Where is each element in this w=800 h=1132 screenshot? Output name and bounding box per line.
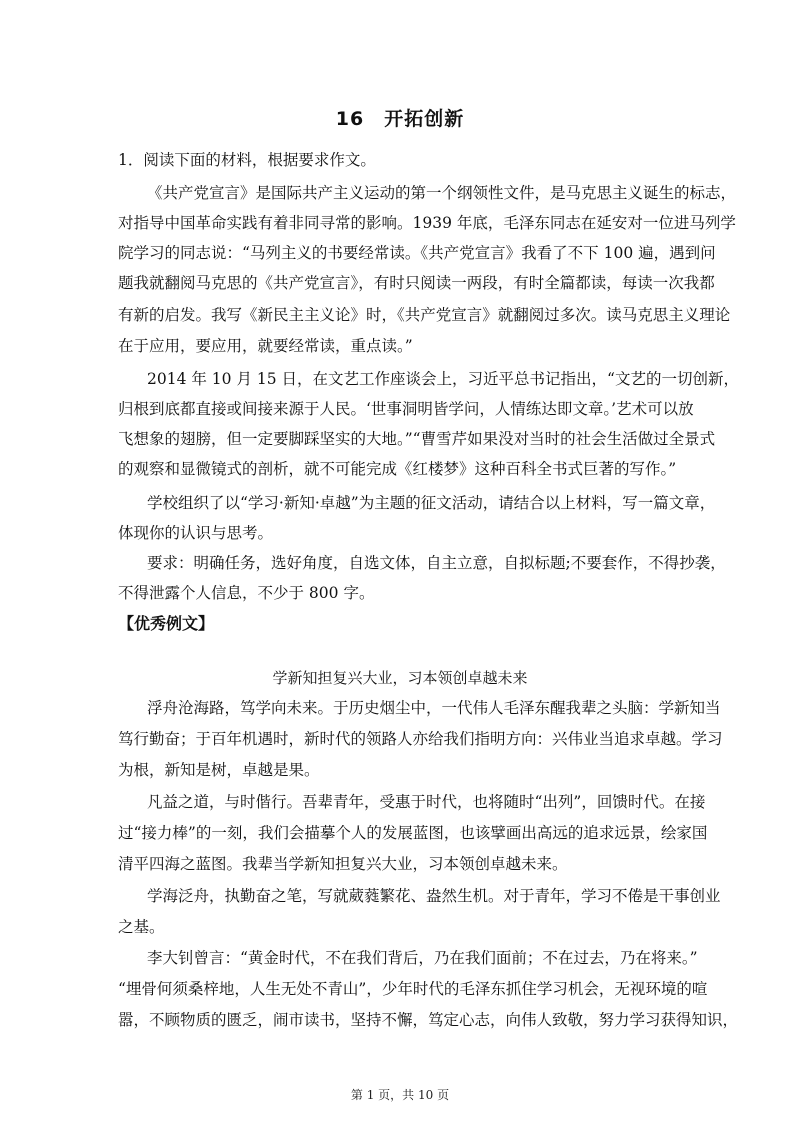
question-para3-line: 体现你的认识与思考。 bbox=[118, 524, 274, 542]
essay-para4-line: 李大钊曾言：“黄金时代，不在我们背后，乃在我们面前；不在过去，乃在将来。” bbox=[147, 949, 698, 967]
question-para1-line: 有新的启发。我写《新民主主义论》时，《共产党宣言》就翻阅过多次。读马克思主义理论 bbox=[118, 306, 731, 324]
question-para1-line: 在于应用，要应用，就要经常读，重点读。” bbox=[118, 337, 413, 355]
essay-para2-line: 过“接力棒”的一刻，我们会描摹个人的发展蓝图，也该擘画出高远的追求远景，绘家国 bbox=[118, 824, 708, 842]
question-para1-line: 院学习的同志说：“马列主义的书要经常读。《共产党宣言》我看了不下 100 遍，遇到问 bbox=[118, 244, 716, 262]
question-para4-line: 不得泄露个人信息，不少于 800 字。 bbox=[118, 584, 375, 602]
essay-title: 学新知担复兴大业，习本领创卓越未来 bbox=[272, 669, 528, 687]
section-heading: 【优秀例文】 bbox=[118, 614, 215, 633]
question-para2-line: 的观察和显微镜式的剖析，就不可能完成《红楼梦》这种百科全书式巨著的写作。” bbox=[118, 460, 677, 478]
page-title: 16 开拓创新 bbox=[335, 108, 465, 130]
question-para2-line: 飞想象的翅膀，但一定要脚踩坚实的大地。”“曹雪芹如果没对当时的社会生活做过全景式 bbox=[118, 430, 716, 448]
question-para1-line: 《共产党宣言》是国际共产主义运动的第一个纲领性文件，是马克思主义诞生的标志， bbox=[147, 184, 737, 202]
question-para1-line: 题我就翻阅马克思的《共产党宣言》，有时只阅读一两段，有时全篇都读，每读一次我都 bbox=[118, 274, 715, 292]
essay-para3-line: 之基。 bbox=[118, 918, 165, 936]
page-footer: 第 1 页，共 10 页 bbox=[350, 1088, 450, 1102]
question-para1-line: 对指导中国革命实践有着非同寻常的影响。1939 年底，毛泽东同志在延安对一位进马列学 bbox=[118, 214, 736, 232]
essay-para1-line: 笃行勤奋；于百年机遇时，新时代的领路人亦给我们指明方向：兴伟业当追求卓越。学习 bbox=[118, 730, 723, 748]
question-prompt: 1．阅读下面的材料，根据要求作文。 bbox=[118, 151, 376, 169]
question-para3-line: 学校组织了以“学习·新知·卓越”为主题的征文活动，请结合以上材料，写一篇文章， bbox=[147, 494, 716, 512]
essay-para3-line: 学海泛舟，执勤奋之笔，写就葳蕤繁花、盎然生机。对于青年，学习不倦是干事创业 bbox=[147, 887, 721, 905]
question-para4-line: 要求：明确任务，选好角度，自选文体，自主立意，自拟标题;不要套作，不得抄袭， bbox=[147, 554, 726, 572]
essay-para2-line: 凡益之道，与时偕行。吾辈青年，受惠于时代，也将随时“出列”，回馈时代。在接 bbox=[147, 793, 706, 811]
essay-para1-line: 浮舟沧海路，笃学向未来。于历史烟尘中，一代伟人毛泽东醒我辈之头脑：学新知当 bbox=[147, 699, 721, 717]
essay-para1-line: 为根，新知是树，卓越是果。 bbox=[118, 761, 320, 779]
essay-para4-line: 嚣，不顾物质的匮乏，闹市读书，坚持不懈，笃定心志，向伟人致敬，努力学习获得知识， bbox=[118, 1011, 739, 1029]
essay-para4-line: “埋骨何须桑梓地，人生无处不青山”，少年时代的毛泽东抓住学习机会，无视环境的喧 bbox=[118, 980, 708, 998]
question-para2-line: 归根到底都直接或间接来源于人民。‘世事洞明皆学问，人情练达即文章。’艺术可以放 bbox=[118, 400, 694, 418]
essay-para2-line: 清平四海之蓝图。我辈当学新知担复兴大业，习本领创卓越未来。 bbox=[118, 855, 568, 873]
question-para2-line: 2014 年 10 月 15 日，在文艺工作座谈会上，习近平总书记指出，“文艺的一切创新， bbox=[147, 370, 739, 388]
